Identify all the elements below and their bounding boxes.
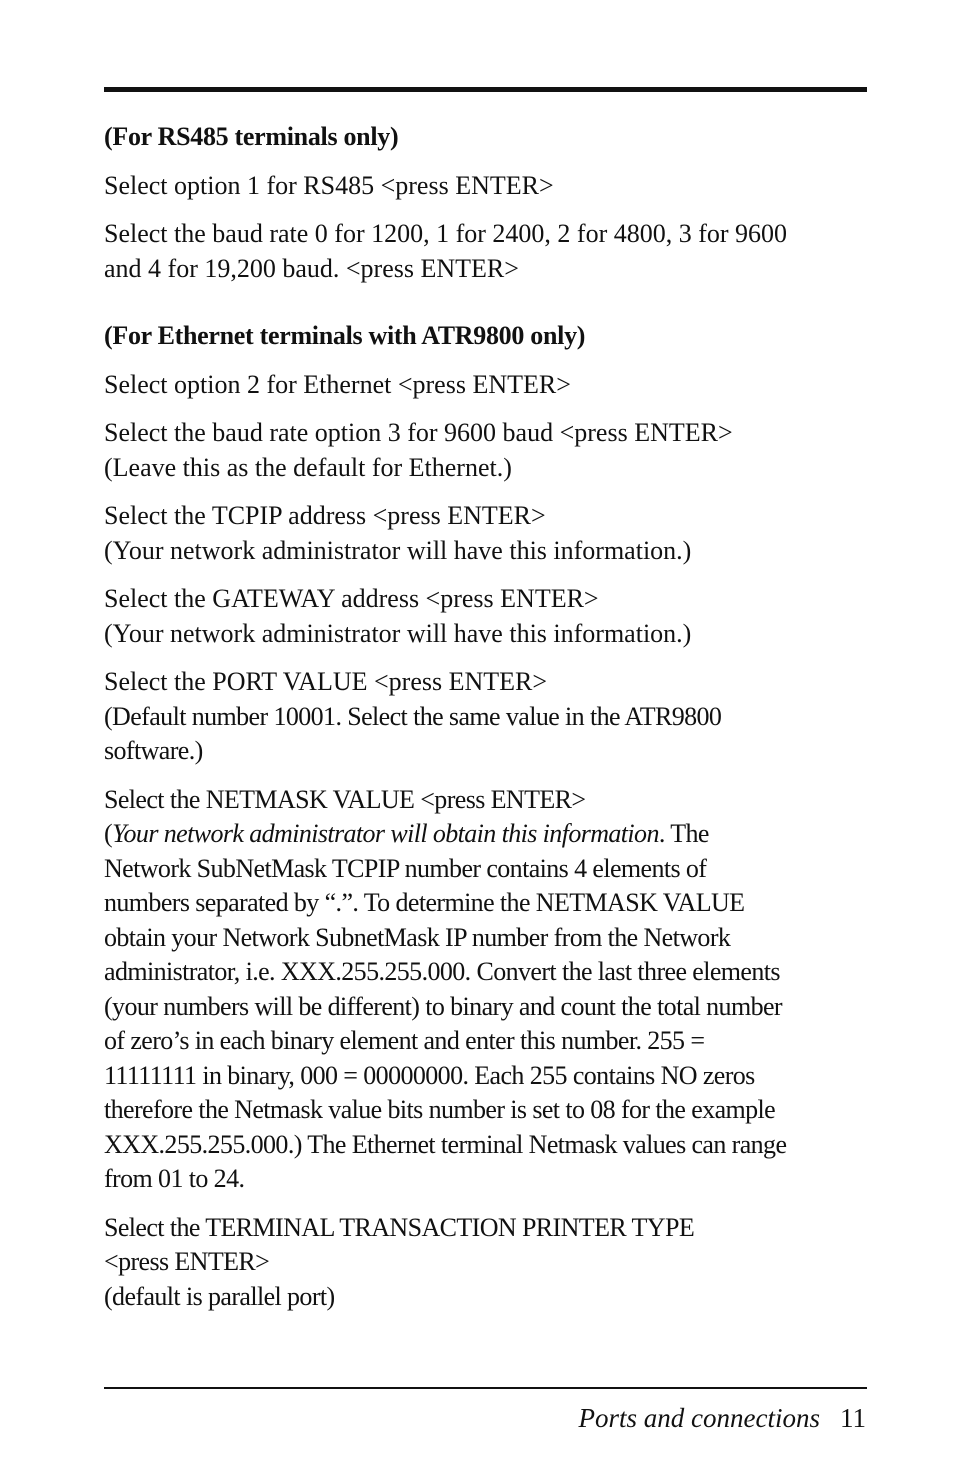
page-content bbox=[104, 120, 874, 1328]
top-rule bbox=[104, 87, 867, 92]
tcpip-line-1: Select the TCPIP address <press ENTER> bbox=[104, 501, 546, 530]
netmask-line-12: from 01 to 24. bbox=[104, 1164, 245, 1193]
rs485-baud-line-1: Select the baud rate 0 for 1200, 1 for 2400, 2 for 4800, 3 for 9600 bbox=[104, 219, 788, 248]
netmask-open-paren: ( bbox=[104, 819, 113, 848]
printer-type bbox=[104, 1211, 874, 1315]
port-line-1: Select the PORT VALUE <press ENTER> bbox=[104, 667, 548, 696]
rs485-heading: (For RS485 terminals only) bbox=[104, 122, 399, 151]
printer-line-3: (default is parallel port) bbox=[104, 1281, 335, 1311]
ethernet-baud-line-2: (Leave this as the default for Ethernet.) bbox=[104, 452, 512, 482]
bottom-rule bbox=[104, 1387, 867, 1389]
port-value bbox=[104, 665, 874, 769]
rs485-baud-line-2: and 4 for 19,200 baud. <press ENTER> bbox=[104, 253, 519, 283]
ethernet-baud-line-1: Select the baud rate option 3 for 9600 baud <press ENTER> bbox=[104, 418, 733, 447]
rs485-option: Select option 1 for RS485 <press ENTER> bbox=[104, 170, 554, 200]
netmask-line-5: obtain your Network SubnetMask IP number from the Network bbox=[104, 922, 731, 952]
gateway-line-1: Select the GATEWAY address <press ENTER> bbox=[104, 584, 599, 613]
netmask-value bbox=[104, 783, 874, 1197]
gateway-line-2: (Your network administrator will have this information.) bbox=[104, 618, 692, 648]
footer-section-title: Ports and connections bbox=[578, 1403, 820, 1433]
netmask-after-italic: . The bbox=[658, 819, 709, 848]
port-line-2: (Default number 10001. Select the same value in the ATR9800 bbox=[104, 701, 722, 731]
netmask-italic-note: Your network administrator will obtain this information bbox=[112, 819, 659, 848]
page-footer bbox=[579, 1400, 866, 1436]
netmask-line-9: 11111111 in binary, 000 = 00000000. Each 255 contains NO zeros bbox=[104, 1060, 755, 1090]
ethernet-heading: (For Ethernet terminals with ATR9800 only) bbox=[104, 321, 586, 350]
gateway-address bbox=[104, 582, 874, 651]
printer-line-1: Select the TERMINAL TRANSACTION PRINTER TYPE bbox=[104, 1212, 695, 1242]
netmask-line-3: Network SubNetMask TCPIP number contains 4 elements of bbox=[104, 853, 707, 883]
ethernet-option: Select option 2 for Ethernet <press ENTER> bbox=[104, 369, 571, 399]
ethernet-baud-rate bbox=[104, 416, 874, 485]
netmask-line-2 bbox=[104, 817, 874, 852]
netmask-line-4: numbers separated by “.”. To determine the NETMASK VALUE bbox=[104, 888, 745, 917]
tcpip-address bbox=[104, 499, 874, 568]
printer-line-2: <press ENTER> bbox=[104, 1247, 270, 1276]
port-line-3: software.) bbox=[104, 736, 203, 765]
netmask-line-1: Select the NETMASK VALUE <press ENTER> bbox=[104, 784, 586, 814]
page-number: 11 bbox=[840, 1403, 866, 1433]
rs485-baud-rate bbox=[104, 217, 874, 286]
netmask-line-7: (your numbers will be different) to binary and count the total number bbox=[104, 991, 782, 1021]
netmask-line-8: of zero’s in each binary element and enter this number. 255 = bbox=[104, 1026, 705, 1055]
netmask-line-10: therefore the Netmask value bits number is set to 08 for the example bbox=[104, 1095, 776, 1124]
tcpip-line-2: (Your network administrator will have this information.) bbox=[104, 535, 692, 565]
netmask-line-6: administrator, i.e. XXX.255.255.000. Convert the last three elements bbox=[104, 957, 780, 986]
netmask-line-11: XXX.255.255.000.) The Ethernet terminal Netmask values can range bbox=[104, 1129, 787, 1159]
